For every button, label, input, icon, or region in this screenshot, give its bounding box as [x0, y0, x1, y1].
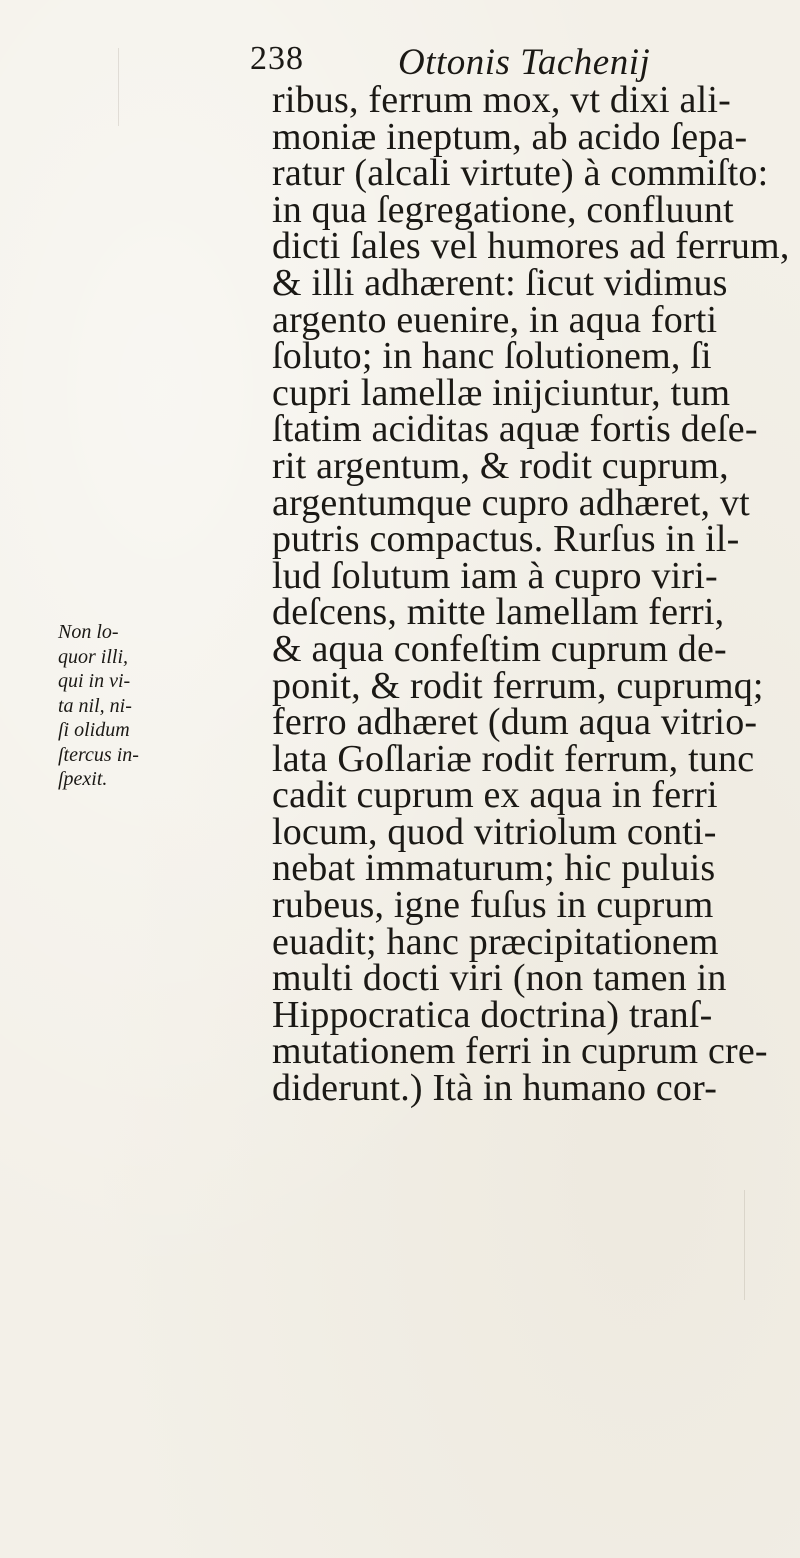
body-line: diderunt.) Ità in humano cor-	[272, 1067, 718, 1110]
margin-note-line: ſpexit.	[58, 768, 108, 790]
body-line: ratur (alcali virtute) à commiſto:	[272, 152, 769, 195]
body-line: cupri lamellæ inijciuntur, tum	[272, 371, 731, 414]
margin-note-line: qui in vi-	[58, 670, 131, 692]
body-line: ponit, & rodit ferrum, cuprumq;	[272, 664, 764, 707]
body-line: putris compactus. Rurſus in il-	[272, 518, 740, 561]
body-line: euadit; hanc præcipitationem	[272, 920, 719, 963]
body-line: & aqua confeſtim cuprum de-	[272, 627, 727, 670]
body-line: lata Goſlariæ rodit ferrum, tunc	[272, 737, 755, 780]
paper-fold-mark	[744, 1190, 745, 1300]
margin-note-line: ta nil, ni-	[58, 694, 132, 717]
body-line: moniæ ineptum, ab acido ſepa-	[272, 115, 748, 158]
body-line: argentumque cupro adhæret, vt	[272, 481, 750, 524]
margin-note-line: quor illi,	[58, 645, 129, 668]
margin-note-line: Non lo-	[58, 621, 119, 643]
body-line: rubeus, igne fuſus in cuprum	[272, 884, 714, 927]
body-line: in qua ſegregatione, confluunt	[272, 188, 734, 231]
body-line: mutationem ferri in cuprum cre-	[272, 1030, 768, 1073]
paper-fold-mark	[118, 48, 119, 126]
body-line: ferro adhæret (dum aqua vitrio-	[272, 701, 758, 744]
body-line: lud ſolutum iam à cupro viri-	[272, 554, 718, 597]
margin-note	[58, 620, 262, 792]
body-text	[272, 79, 800, 1110]
body-line: locum, quod vitriolum conti-	[272, 810, 717, 853]
margin-note-line: ſi olidum	[58, 719, 130, 741]
body-line: ſtatim aciditas aquæ fortis deſe-	[272, 408, 758, 451]
body-line: Hippocratica doctrina) tranſ-	[272, 993, 713, 1036]
body-line: rit argentum, & rodit cuprum,	[272, 444, 729, 487]
body-line: argento euenire, in aqua forti	[272, 298, 718, 341]
body-line: & illi adhærent: ſicut vidimus	[272, 261, 728, 304]
body-line: cadit cuprum ex aqua in ferri	[272, 774, 718, 817]
body-line: ribus, ferrum mox, vt dixi ali-	[272, 79, 731, 121]
body-line: multi docti viri (non tamen in	[272, 957, 727, 1000]
body-line: nebat immaturum; hic puluis	[272, 847, 716, 890]
page-number: 238	[250, 40, 304, 77]
body-line: deſcens, mitte lamellam ferri,	[272, 591, 725, 634]
running-head: Ottonis Tachenij	[398, 42, 651, 83]
margin-note-line: ſtercus in-	[58, 743, 139, 766]
body-line: dicti ſales vel humores ad ferrum,	[272, 225, 790, 268]
body-line: ſoluto; in hanc ſolutionem, ſi	[272, 335, 712, 378]
